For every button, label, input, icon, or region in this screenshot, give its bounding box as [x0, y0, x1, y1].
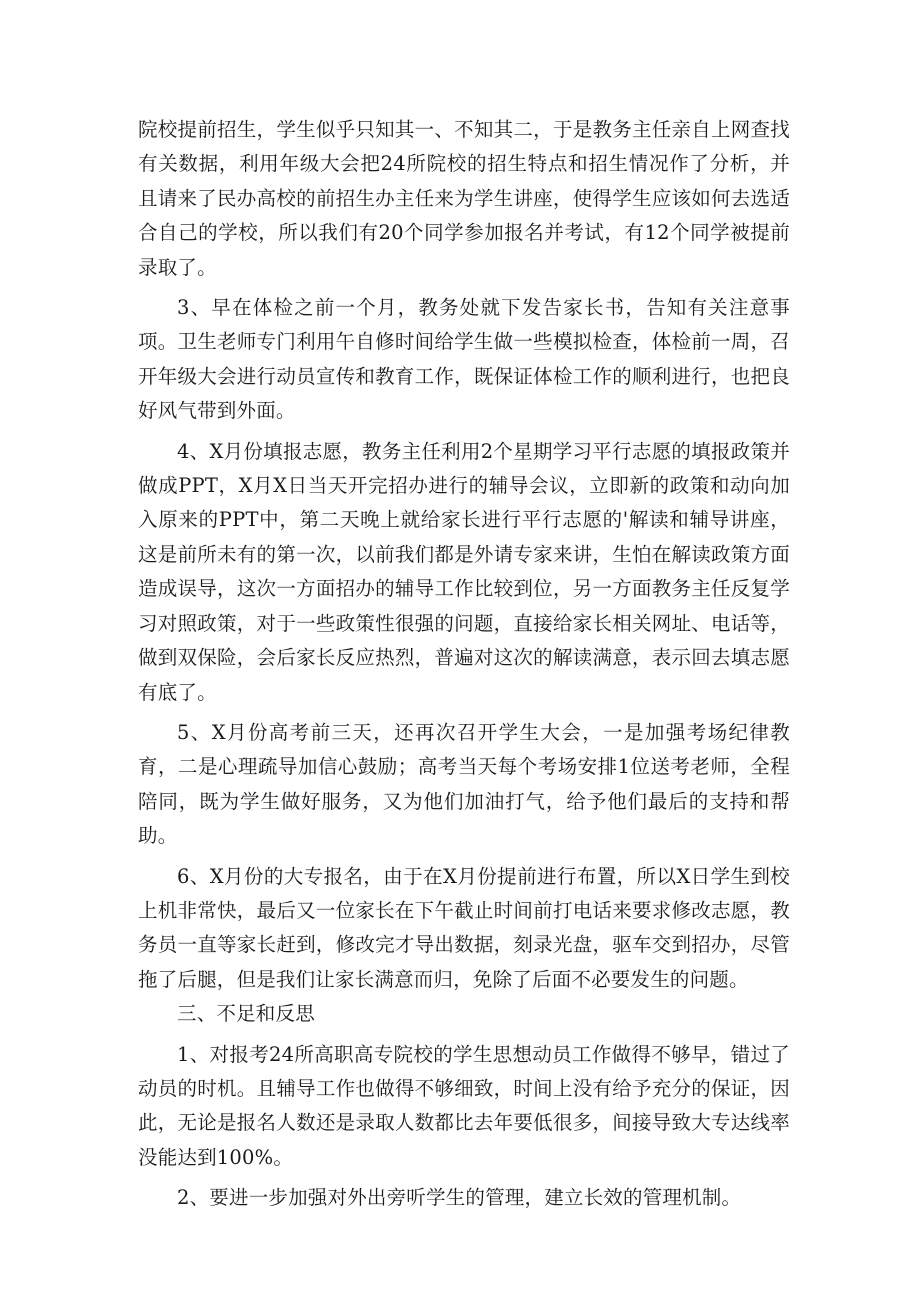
paragraph-shortcoming-2: 2、要进一步加强对外出旁听学生的管理，建立长效的管理机制。 [177, 1186, 742, 1210]
document-body [138, 113, 790, 1216]
section-heading-shortcomings: 三、不足和反思 [177, 1002, 315, 1026]
paragraph-item-6-college-registration: 6、X月份的大专报名，由于在X月份提前进行布置，所以X日学生到校上机非常快，最后又一位家长在下午截止时间前打电话来要求修改志愿，教务员一直等家长赶到，修改完才导出数据，刻录光盘，驱车交到招办，尽管拖了后腿，但是我们让家长满意而归，免除了后面不必要发生的问题。 [138, 864, 790, 991]
paragraph-item-3-physical-exam: 3、早在体检之前一个月，教务处就下发告家长书，告知有关注意事项。卫生老师专门利用午自修时间给学生做一些模拟检查，体检前一周，召开年级大会进行动员宣传和教育工作，既保证体检工作的顺利进行，也把良好风气带到外面。 [138, 296, 790, 423]
paragraph-shortcoming-1: 1、对报考24所高职高专院校的学生思想动员工作做得不够早，错过了动员的时机。且辅导工作也做得不够细致，时间上没有给予充分的保证，因此，无论是报名人数还是录取人数都比去年要低很多，间接导致大专达线率没能达到100%。 [138, 1042, 790, 1169]
paragraph-admissions-continued: 院校提前招生，学生似乎只知其一、不知其二，于是教务主任亲自上网查找有关数据，利用年级大会把24所院校的招生特点和招生情况作了分析，并且请来了民办高校的前招生办主任来为学生讲座，使得学生应该如何去选适合自己的学校，所以我们有20个同学参加报名并考试，有12个同学被提前录取了。 [138, 118, 790, 279]
paragraph-item-5-exam-prep: 5、X月份高考前三天，还再次召开学生大会，一是加强考场纪律教育，二是心理疏导加信心鼓励；高考当天每个考场安排1位送考老师，全程陪同，既为学生做好服务，又为他们加油打气，给予他们最后的支持和帮助。 [138, 720, 790, 848]
paragraph-item-4-application: 4、X月份填报志愿，教务主任利用2个星期学习平行志愿的填报政策并做成PPT，X月X日当天开完招办进行的辅导会议，立即新的政策和动向加入原来的PPT中，第二天晚上就给家长进行平行志愿的'解读和辅导讲座，这是前所未有的第一次，以前我们都是外请专家来讲，生怕在解读政策方面造成误导，这次一方面招办的辅导工作比较到位，另一方面教务主任反复学习对照政策，对于一些政策性很强的问题，直接给家长相关网址、电话等，做到双保险，会后家长反应热烈，普遍对这次的解读满意，表示回去填志愿有底了。 [138, 439, 790, 704]
